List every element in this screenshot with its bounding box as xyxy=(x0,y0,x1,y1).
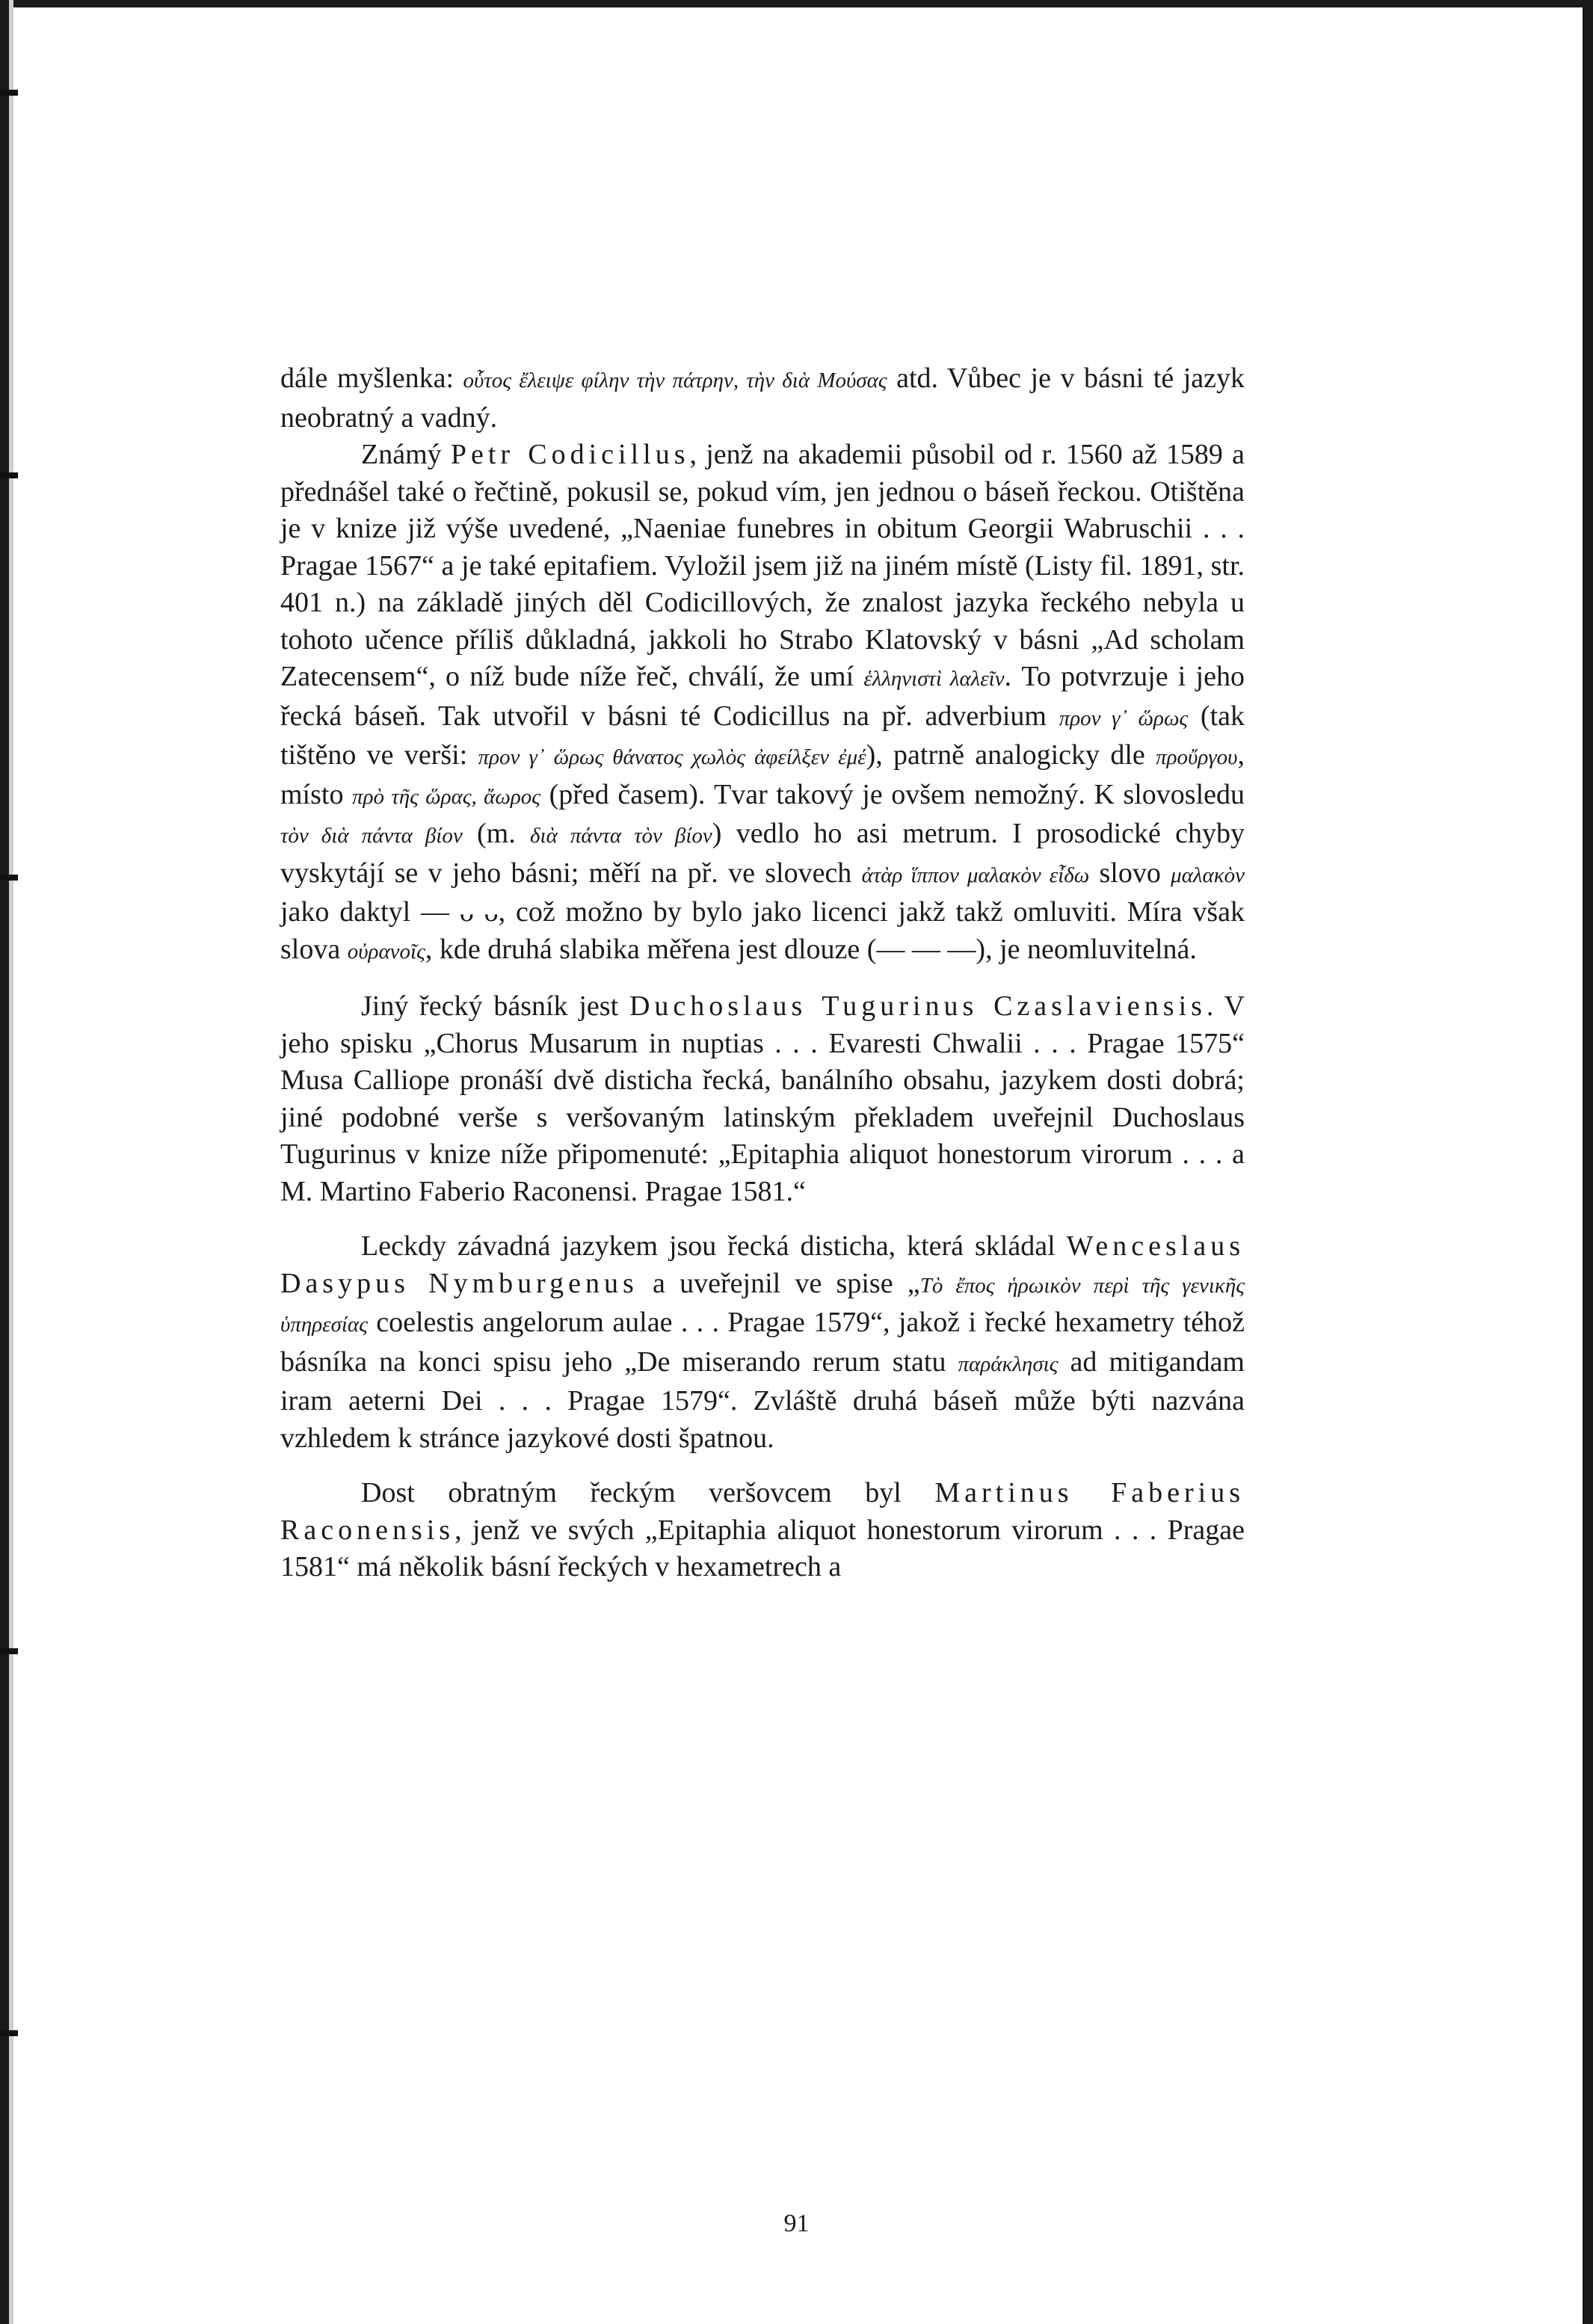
text-run: (před časem). Tvar takový je ovšem nemožný. K slovosledu xyxy=(540,778,1245,810)
greek-text: τὸν διὰ πάντα βίον xyxy=(280,824,463,848)
text-run: slovo xyxy=(1089,857,1171,889)
paragraph xyxy=(280,1475,1245,1586)
author-name: Wenceslaus Dasypus Nymburgenus xyxy=(280,1230,1245,1299)
text-run: . V jeho spisku „Chorus Musarum in nuptias . . . Evaresti Chwalii . . . Pragae 1575“ Musa Calliope pronáší dvě disticha řecká, banálního obsahu, jazykem dosti dobrá; jiné podobné verše s veršovaným latinským překladem uveřejnil Duchoslaus Tugurinus v knize níže připomenuté: „Epitaphia aliquot honestorum virorum . . . a M. Martino Faberio Raconensi. Pragae 1581.“ xyxy=(280,990,1245,1207)
text-run: (m. xyxy=(462,818,531,849)
text-run: Známý xyxy=(361,439,451,470)
text-run: dále myšlenka: xyxy=(280,363,463,394)
text-run: Jiný řecký básník jest xyxy=(361,990,629,1022)
scan-edge-right xyxy=(1583,0,1593,2324)
binding-mark xyxy=(0,875,18,881)
text-run: Leckdy závadná jazykem jsou řecká disticha, která skládal xyxy=(361,1230,1067,1262)
greek-text: προὔργου xyxy=(1156,745,1238,769)
binding-mark xyxy=(0,472,18,478)
page-number: 91 xyxy=(783,2210,810,2237)
text-run: Dost obratným řeckým veršovcem byl xyxy=(361,1477,935,1508)
greek-text: μαλακὸν xyxy=(1171,863,1245,887)
text-run: , jenž ve svých „Epitaphia aliquot honestorum virorum . . . Pragae 1581“ má několik básní řeckých v hexametrech a xyxy=(280,1514,1245,1582)
greek-text: οὗτος ἔλειψε φίλην τὴν πάτρην, τὴν διὰ Μούσας xyxy=(463,369,887,392)
scan-edge-left xyxy=(0,0,9,2324)
greek-text: Τὸ ἔπος ἡρωικὸν περὶ τῆς γενικῆς ὑπηρεσίας xyxy=(280,1273,1245,1337)
author-name: Martinus Faberius Raconensis xyxy=(280,1477,1245,1546)
text-run: ad mitigandam iram aeterni Dei . . . Pragae 1579“. Zvláště druhá báseň může býti nazvána vzhledem k stránce jazykové dosti špatnou. xyxy=(280,1346,1245,1454)
paragraph xyxy=(280,360,1245,437)
text-run: , kde druhá slabika měřena jest dlouze (— — —), je neomluvitelná. xyxy=(425,933,1197,965)
greek-text: πρὸ τῆς ὥρας, ἄωρος xyxy=(352,784,541,809)
text-run: a uveřejnil ve spise „ xyxy=(638,1267,920,1299)
author-name: Petr Codicillus xyxy=(450,439,690,470)
greek-text: προν γ᾽ ὥρως θάνατος χωλὸς ἀφείλξεν ἐμέ xyxy=(478,745,866,769)
text-run: atd. Vůbec je v básni té jazyk neobratný a vadný. xyxy=(280,363,1245,434)
paragraph xyxy=(280,988,1245,1210)
binding-mark xyxy=(0,2030,18,2036)
binding-mark xyxy=(0,90,18,96)
greek-text: ἑλληνιστὶ λαλεῖν xyxy=(863,667,1005,691)
author-name: Duchoslaus Tugurinus Czaslaviensis xyxy=(629,990,1207,1022)
text-run: , jenž na akademii působil od r. 1560 až 1589 a přednášel také o řečtině, pokusil se, pokud vím, jen jednou o báseň řeckou. Otištěna je v knize již výše uvedené, „Naeniae funebres in obitum Georgii Wabruschii . . . Pragae 1567“ a je také epitafiem. Vyložil jsem již na jiném místě (Listy fil. 1891, str. 401 n.) na základě jiných děl Codicillových, že znalost jazyka řeckého nebyla u tohoto učence příliš důkladná, jakkoli ho Strabo Klatovský v básni „Ad scholam Zatecensem“, o níž bude níže řeč, chválí, že umí xyxy=(280,439,1245,692)
greek-text: ἀτὰρ ἵππον μαλακὸν εἶδω xyxy=(861,863,1090,887)
text-run: , místo xyxy=(280,739,1245,810)
greek-text: παράκλησις xyxy=(958,1351,1059,1376)
greek-text: προν γ᾽ ὥρως xyxy=(1059,706,1189,730)
text-run: (tak tištěno ve verši: xyxy=(280,700,1245,771)
paragraph xyxy=(280,437,1245,970)
binding-mark xyxy=(0,1648,18,1654)
text-run: coelestis angelorum aulae . . . Pragae 1579“, jakož i řecké hexametry téhož básníka na konci spisu jeho „De miserando rerum statu xyxy=(280,1307,1245,1378)
greek-text: διὰ πάντα τὸν βίον xyxy=(530,824,712,848)
text-run: . To potvrzuje i jeho řecká báseň. Tak utvořil v básni té Codicillus na př. adverbium xyxy=(280,661,1245,732)
text-run: ) vedlo ho asi metrum. I prosodické chyby vyskytájí se v jeho básni; měří na př. ve slovech xyxy=(280,818,1245,889)
scan-edge-top xyxy=(0,0,1593,7)
text-run: ), patrně analogicky dle xyxy=(866,739,1156,771)
greek-text: οὐρανοῖς xyxy=(347,939,425,964)
paragraph xyxy=(280,1228,1245,1457)
text-run: jako daktyl — ᴗ ᴗ, což možno by bylo jako licenci jakž takž omluviti. Míra však slova xyxy=(280,896,1245,965)
body-text xyxy=(280,360,1245,1586)
